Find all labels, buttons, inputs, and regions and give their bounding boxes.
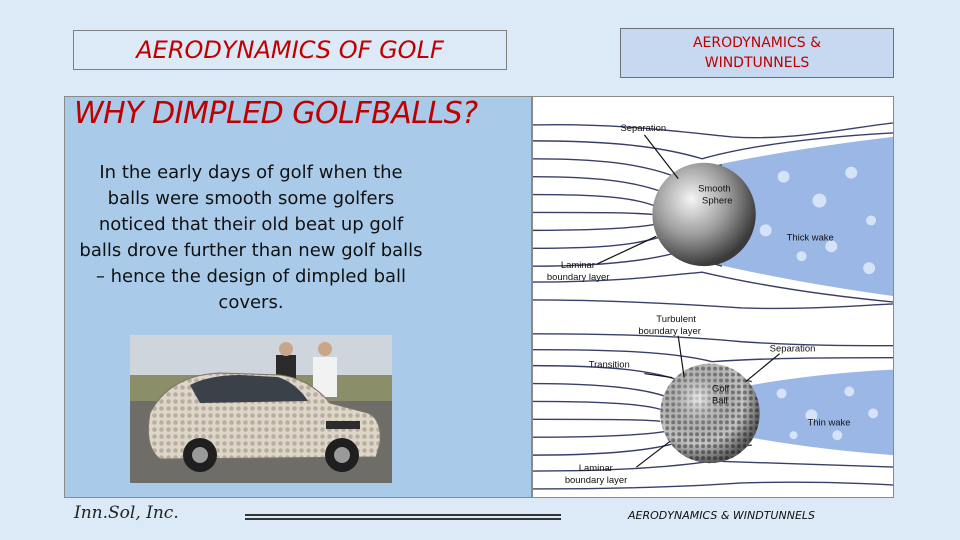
section-title-line1: AERODYNAMICS &	[692, 35, 822, 51]
label-smooth-line1: Smooth	[698, 183, 731, 195]
label-golf-line2: Ball	[712, 395, 728, 407]
section-title	[620, 28, 894, 78]
label-smooth-line2: Sphere	[702, 195, 733, 207]
label-turbulent-line2: boundary layer	[638, 325, 701, 337]
slide-title	[73, 30, 507, 70]
footer-divider	[245, 514, 561, 520]
label-laminar-top-line1: Laminar	[560, 260, 595, 272]
label-transition: Transition	[588, 359, 630, 371]
label-laminar-top-line2: boundary layer	[546, 272, 610, 284]
label-turbulent-line1: Turbulent	[656, 313, 696, 325]
label-laminar-bottom-line1: Laminar	[578, 463, 613, 475]
smooth-sphere-icon	[652, 163, 755, 266]
content-body: In the early days of golf when the balls were smooth some golfers noticed that their old beat up golf balls drove further than new golf balls – hence the design of dimpled ball covers.	[79, 162, 423, 313]
section-title-line2: WINDTUNNELS	[704, 55, 810, 71]
label-golf-line1: Golf	[712, 383, 730, 395]
label-laminar-bottom-line2: boundary layer	[564, 474, 628, 486]
dimpled-car-photo	[130, 335, 392, 483]
flow-diagram	[532, 96, 894, 498]
slide-title-text: AERODYNAMICS OF GOLF	[136, 36, 444, 64]
label-thick-wake: Thick wake	[786, 232, 834, 244]
label-separation-top: Separation	[620, 122, 667, 134]
footer-caption: AERODYNAMICS & WINDTUNNELS	[628, 509, 815, 522]
content-heading: WHY DIMPLED GOLFBALLS?	[74, 96, 478, 131]
label-separation-bottom: Separation	[769, 343, 816, 355]
company-name: Inn.Sol, Inc.	[74, 503, 179, 523]
label-thin-wake: Thin wake	[807, 417, 851, 429]
